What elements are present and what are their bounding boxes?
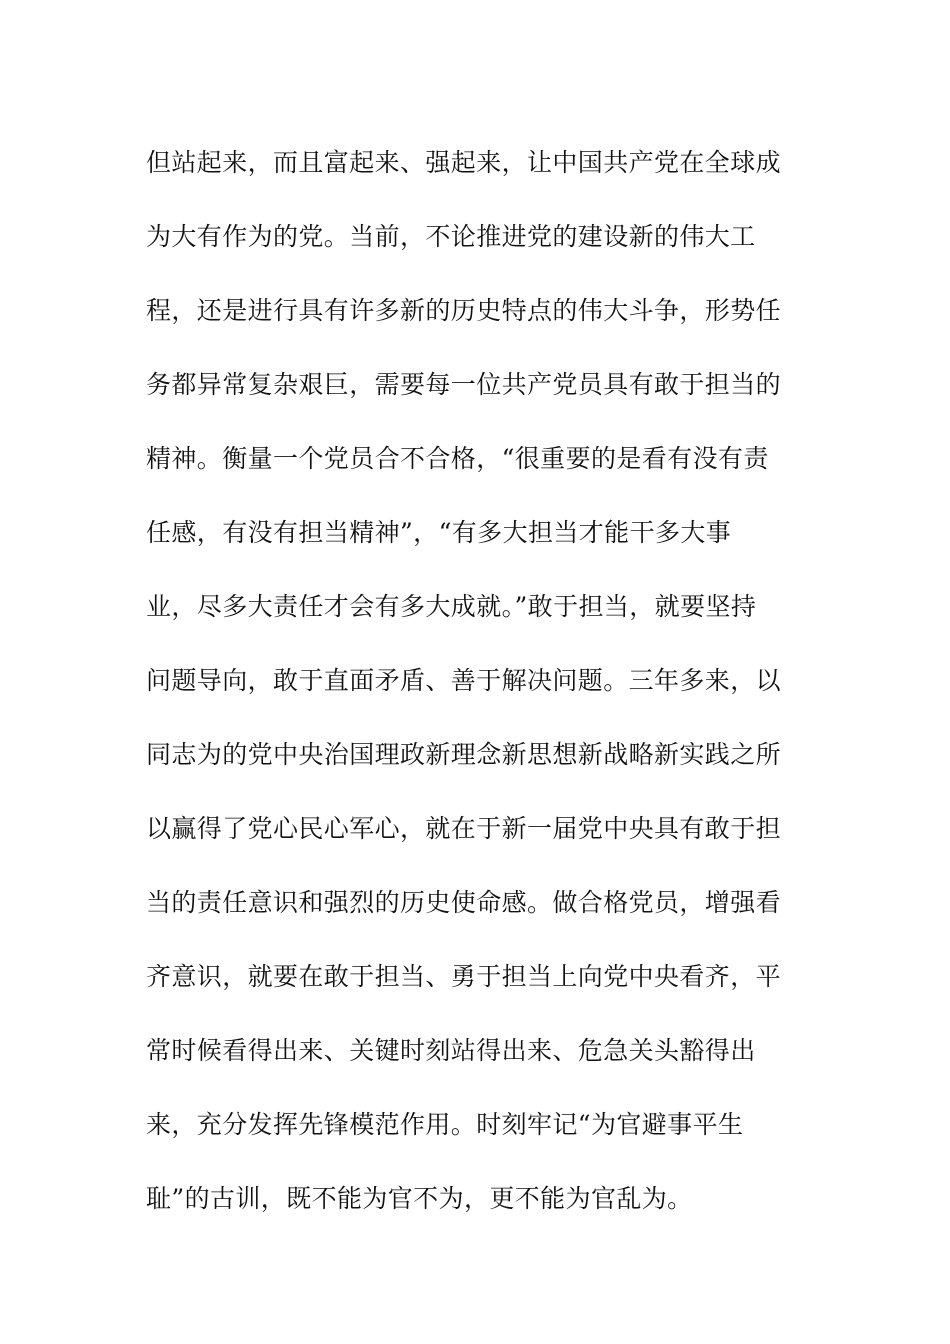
text-line: 耻”的古训，既不能为官不为，更不能为官乱为。 [146,1184,693,1213]
text-line: 任感，有没有担当精神”，“有多大担当才能干多大事 [146,518,732,547]
text-line: 当的责任意识和强烈的历史使命感。做合格党员，增强看 [146,888,782,917]
text-line: 同志为的党中央治国理政新理念新思想新战略新实践之所 [146,740,782,769]
body-paragraph [146,126,806,1236]
text-line: 但站起来，而且富起来、强起来，让中国共产党在全球成 [146,148,782,177]
text-line: 来，充分发挥先锋模范作用。时刻牢记“为官避事平生 [146,1110,744,1139]
text-line: 齐意识，就要在敢于担当、勇于担当上向党中央看齐，平 [146,962,782,991]
text-line: 常时候看得出来、关键时刻站得出来、危急关头豁得出 [146,1036,756,1065]
text-line: 问题导向，敢于直面矛盾、善于解决问题。三年多来，以 [146,666,782,695]
text-line: 业，尽多大责任才会有多大成就。”敢于担当，就要坚持 [146,592,757,621]
text-line: 以赢得了党心民心军心，就在于新一届党中央具有敢于担 [146,814,782,843]
text-line: 务都异常复杂艰巨，需要每一位共产党员具有敢于担当的 [146,370,782,399]
text-line: 为大有作为的党。当前，不论推进党的建设新的伟大工 [146,222,756,251]
text-line: 程，还是进行具有许多新的历史特点的伟大斗争，形势任 [146,296,782,325]
text-line: 精神。衡量一个党员合不合格，“很重要的是看有没有责 [146,444,769,473]
